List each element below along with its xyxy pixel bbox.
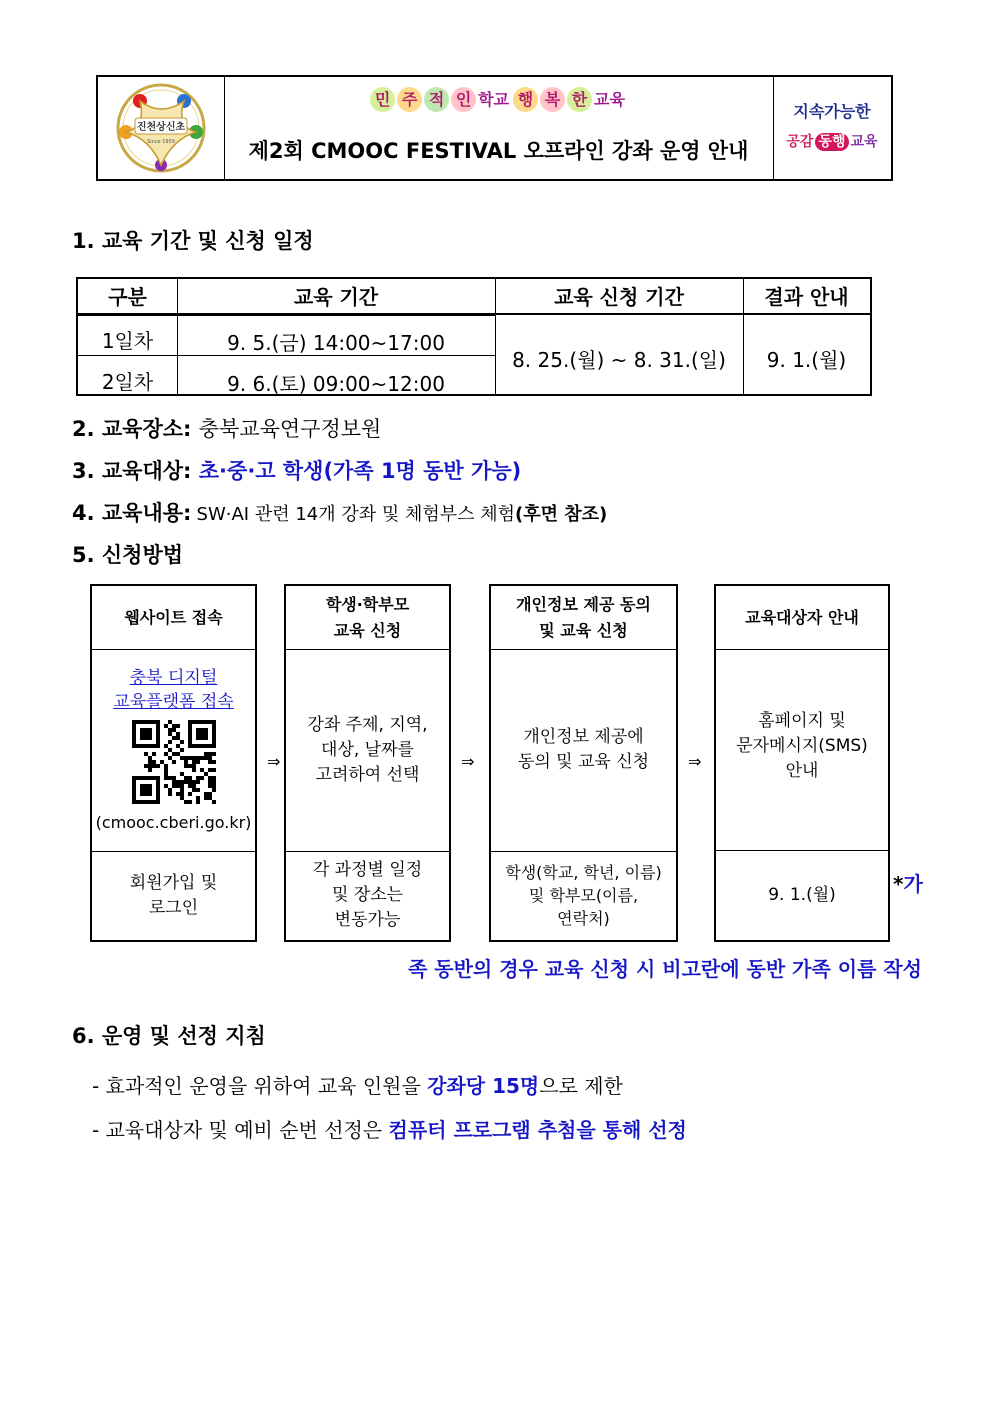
family-note: 족 동반의 경우 교육 신청 시 비고란에 동반 가족 이름 작성 xyxy=(408,957,922,981)
guideline-text: - 효과적인 운영을 위하여 교육 인원을 xyxy=(92,1074,428,1098)
flow-body-line: 문자메시지(SMS) xyxy=(736,736,868,756)
flow-step-foot xyxy=(716,851,888,940)
flow-step-apply xyxy=(284,584,451,942)
flow-head-text: 개인정보 제공 동의 xyxy=(516,594,651,614)
flow-step-body xyxy=(716,649,888,851)
flow-arrow-icon: ⇒ xyxy=(688,752,702,771)
platform-link[interactable] xyxy=(113,666,233,714)
edu-logo-word: 동행 xyxy=(815,133,848,151)
family-note-start: *가 xyxy=(893,872,923,896)
flow-step-body xyxy=(286,649,449,852)
section-4-label: 4. 교육내용: xyxy=(72,501,192,525)
edu-logo-word: 공감 xyxy=(786,134,814,150)
flow-foot-line: 연락처) xyxy=(557,909,610,928)
guideline-item xyxy=(92,1070,623,1099)
flow-arrow-icon: ⇒ xyxy=(461,752,475,771)
col-header: 결과 안내 xyxy=(743,279,870,315)
divider xyxy=(495,279,496,394)
flow-foot-line: 및 장소는 xyxy=(331,885,404,905)
table-cell-period: 9. 6.(토) 09:00~12:00 xyxy=(227,372,445,396)
edu-logo-word: 교육 xyxy=(850,134,878,150)
section-3 xyxy=(72,455,521,485)
platform-link-line[interactable]: 충북 디지털 xyxy=(129,667,218,688)
table-cell-day: 2일차 xyxy=(101,370,154,394)
flow-body-line: 개인정보 제공에 xyxy=(523,727,644,747)
flow-step-head xyxy=(286,586,449,650)
flow-step-body xyxy=(491,649,676,852)
section-2-value: 충북교육연구정보원 xyxy=(198,417,382,441)
guideline-emphasis: 강좌당 15명 xyxy=(427,1074,540,1098)
guideline-text: - 교육대상자 및 예비 순번 선정은 xyxy=(92,1118,389,1142)
flow-body-line: 대상, 날짜를 xyxy=(321,739,414,760)
flow-step-foot xyxy=(92,851,255,940)
flow-foot-line: 변동가능 xyxy=(334,910,401,930)
section-3-value: 초·중·고 학생(가족 1명 동반 가능) xyxy=(198,459,522,483)
col-header: 교육 신청 기간 xyxy=(495,279,743,315)
slogan-char: 적 xyxy=(424,87,449,112)
flow-step-foot xyxy=(491,851,676,940)
section-5-title: 5. 신청방법 xyxy=(72,543,184,567)
table-cell-apply-period: 8. 25.(월) ~ 8. 31.(일) xyxy=(512,348,726,372)
section-1-title: 1. 교육 기간 및 신청 일정 xyxy=(72,229,314,253)
edu-logo-cell xyxy=(773,77,891,179)
flow-foot-line: 각 과정별 일정 xyxy=(312,860,423,880)
flow-step-notify xyxy=(714,584,890,942)
flow-body-line: 홈페이지 및 xyxy=(758,711,846,731)
flow-step-head xyxy=(716,586,888,650)
guideline-item xyxy=(92,1114,687,1143)
school-logo-icon xyxy=(98,77,224,179)
flow-foot-line: 및 학부모(이름, xyxy=(528,886,639,905)
edu-logo-line2 xyxy=(773,131,891,151)
platform-link-line[interactable]: 교육플랫폼 접속 xyxy=(113,691,234,712)
flow-head-text: 웹사이트 접속 xyxy=(124,607,223,627)
flow-step-website xyxy=(90,584,257,942)
flow-foot-line: 학생(학교, 학년, 이름) xyxy=(505,863,662,882)
slogan-char: 복 xyxy=(540,87,565,112)
flow-head-text: 교육 신청 xyxy=(333,620,402,640)
flow-step-consent xyxy=(489,584,678,942)
page-title: 제2회 CMOOC FESTIVAL 오프라인 강좌 운영 안내 xyxy=(248,139,749,163)
schedule-table xyxy=(76,277,872,396)
section-6-title: 6. 운영 및 선정 지침 xyxy=(72,1024,266,1048)
flow-arrow-icon: ⇒ xyxy=(267,752,281,771)
flow-body-line: 동의 및 교육 신청 xyxy=(517,752,650,772)
col-header: 교육 기간 xyxy=(177,279,495,315)
flow-step-head xyxy=(491,586,676,650)
slogan-char: 인 xyxy=(451,87,476,112)
flow-body-line: 강좌 주제, 지역, xyxy=(307,714,428,735)
col-header: 구분 xyxy=(78,279,177,315)
guideline-emphasis: 컴퓨터 프로그램 추첨을 통해 선정 xyxy=(388,1118,687,1142)
flow-foot-line: 회원가입 및 xyxy=(129,872,218,893)
section-4 xyxy=(72,497,607,527)
slogan-char: 한 xyxy=(567,87,592,112)
slogan-char: 주 xyxy=(397,87,422,112)
flow-head-text: 교육대상자 안내 xyxy=(745,607,859,627)
divider xyxy=(743,279,744,394)
header-box xyxy=(96,75,893,181)
section-2-label: 2. 교육장소: xyxy=(72,417,192,441)
table-cell-period: 9. 5.(금) 14:00~17:00 xyxy=(227,331,445,355)
platform-url: (cmooc.cberi.go.kr) xyxy=(95,812,252,832)
school-logo-name: 진천상신초 xyxy=(136,122,186,133)
slogan-word: 교육 xyxy=(594,90,625,109)
qr-code-icon[interactable] xyxy=(132,720,216,804)
flow-body-line: 고려하여 선택 xyxy=(315,764,420,785)
table-cell-result: 9. 1.(월) xyxy=(766,348,847,372)
divider xyxy=(78,315,495,318)
flow-foot-line: 9. 1.(월) xyxy=(768,885,836,905)
slogan-char: 행 xyxy=(513,87,538,112)
slogan xyxy=(224,87,773,112)
table-cell-day: 1일차 xyxy=(101,329,154,353)
flow-foot-line: 로그인 xyxy=(148,897,199,918)
section-4-value: SW·AI 관련 14개 강좌 및 체험부스 체험 xyxy=(196,504,516,525)
title-cell xyxy=(224,77,774,179)
edu-logo-line1: 지속가능한 xyxy=(793,102,871,121)
slogan-char: 민 xyxy=(370,87,395,112)
flow-step-head xyxy=(92,586,255,650)
school-logo-since: Since 1959 xyxy=(147,139,175,145)
school-logo-cell xyxy=(98,77,225,179)
guideline-text: 으로 제한 xyxy=(539,1074,623,1098)
flow-body-line: 안내 xyxy=(785,761,819,781)
flow-head-text: 학생·학부모 xyxy=(325,594,410,614)
section-4-note: (후면 참조) xyxy=(515,504,608,525)
section-2 xyxy=(72,413,381,443)
flow-step-foot xyxy=(286,851,449,940)
section-3-label: 3. 교육대상: xyxy=(72,459,192,483)
flow-head-text: 및 교육 신청 xyxy=(539,620,628,640)
slogan-word: 학교 xyxy=(478,90,509,109)
flow-step-body xyxy=(92,649,255,852)
